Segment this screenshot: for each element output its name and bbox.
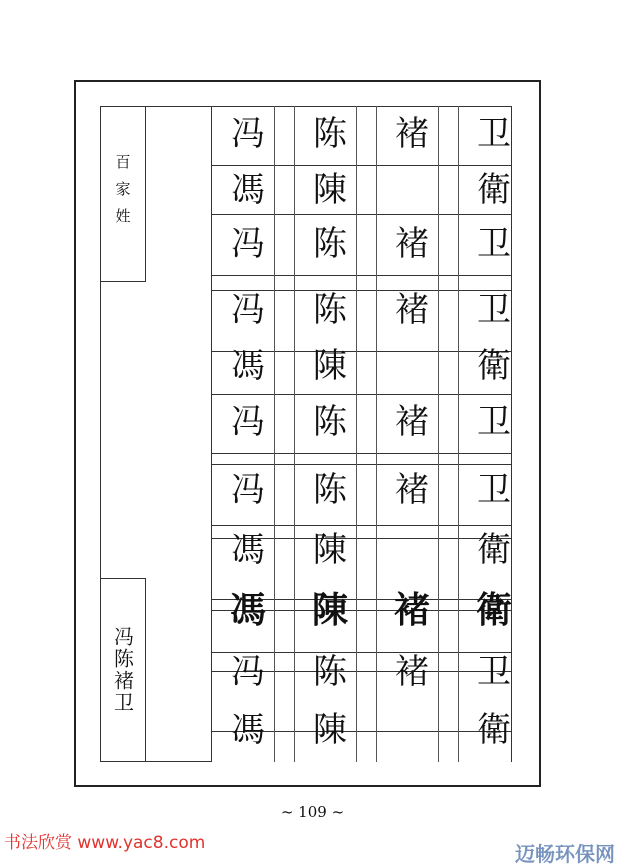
watermark-right: 迈畅环保网	[515, 842, 615, 866]
calligraphy-char: 卫	[477, 114, 511, 154]
calligraphy-char: 卫	[477, 652, 511, 692]
calligraphy-char: 馮	[231, 710, 265, 750]
calligraphy-char: 陈	[313, 402, 347, 442]
calligraphy-char: 陳	[313, 346, 347, 386]
calligraphy-char: 衛	[475, 589, 512, 631]
calligraphy-char: 冯	[231, 470, 265, 510]
calligraphy-char: 衛	[477, 346, 511, 386]
calligraphy-char: 褚	[395, 470, 429, 510]
calligraphy-char: 卫	[477, 470, 511, 510]
calligraphy-char: 褚	[395, 224, 429, 264]
book-title: 百家姓	[113, 153, 132, 235]
calligraphy-char: 陈	[313, 114, 347, 154]
title-label-box	[100, 106, 146, 282]
calligraphy-char: 冯	[231, 402, 265, 442]
page-number: ~ 109 ~	[280, 803, 345, 821]
calligraphy-char: 馮	[229, 589, 266, 631]
calligraphy-char: 冯	[231, 290, 265, 330]
calligraphy-char: 褚	[395, 290, 429, 330]
calligraphy-char: 衛	[477, 710, 511, 750]
calligraphy-char: 褚	[395, 402, 429, 442]
calligraphy-char: 卫	[477, 290, 511, 330]
calligraphy-char: 卫	[477, 402, 511, 442]
calligraphy-char: 陳	[313, 170, 347, 210]
calligraphy-char: 冯	[231, 114, 265, 154]
calligraphy-char: 褚	[395, 652, 429, 692]
calligraphy-char: 褚	[395, 114, 429, 154]
calligraphy-char: 陳	[311, 589, 348, 631]
calligraphy-char: 冯	[231, 224, 265, 264]
calligraphy-char: 卫	[477, 224, 511, 264]
calligraphy-char: 褚	[393, 589, 430, 631]
calligraphy-char: 衛	[477, 170, 511, 210]
character-grid	[212, 106, 512, 762]
calligraphy-char: 陈	[313, 224, 347, 264]
grid-divider	[376, 106, 377, 762]
subtitle-label-box	[100, 578, 146, 762]
grid-divider	[458, 106, 459, 762]
calligraphy-char: 陳	[313, 530, 347, 570]
calligraphy-char: 陈	[313, 290, 347, 330]
grid-divider	[294, 106, 295, 762]
calligraphy-char: 馮	[231, 170, 265, 210]
watermark-left: 书法欣赏 www.yac8.com	[4, 833, 206, 853]
calligraphy-char: 馮	[231, 346, 265, 386]
calligraphy-char: 陈	[313, 652, 347, 692]
calligraphy-char: 冯	[231, 652, 265, 692]
section-title: 冯陈褚卫	[110, 626, 135, 714]
calligraphy-char: 陈	[313, 470, 347, 510]
calligraphy-char: 馮	[231, 530, 265, 570]
calligraphy-char: 陳	[313, 710, 347, 750]
calligraphy-char: 衛	[477, 530, 511, 570]
